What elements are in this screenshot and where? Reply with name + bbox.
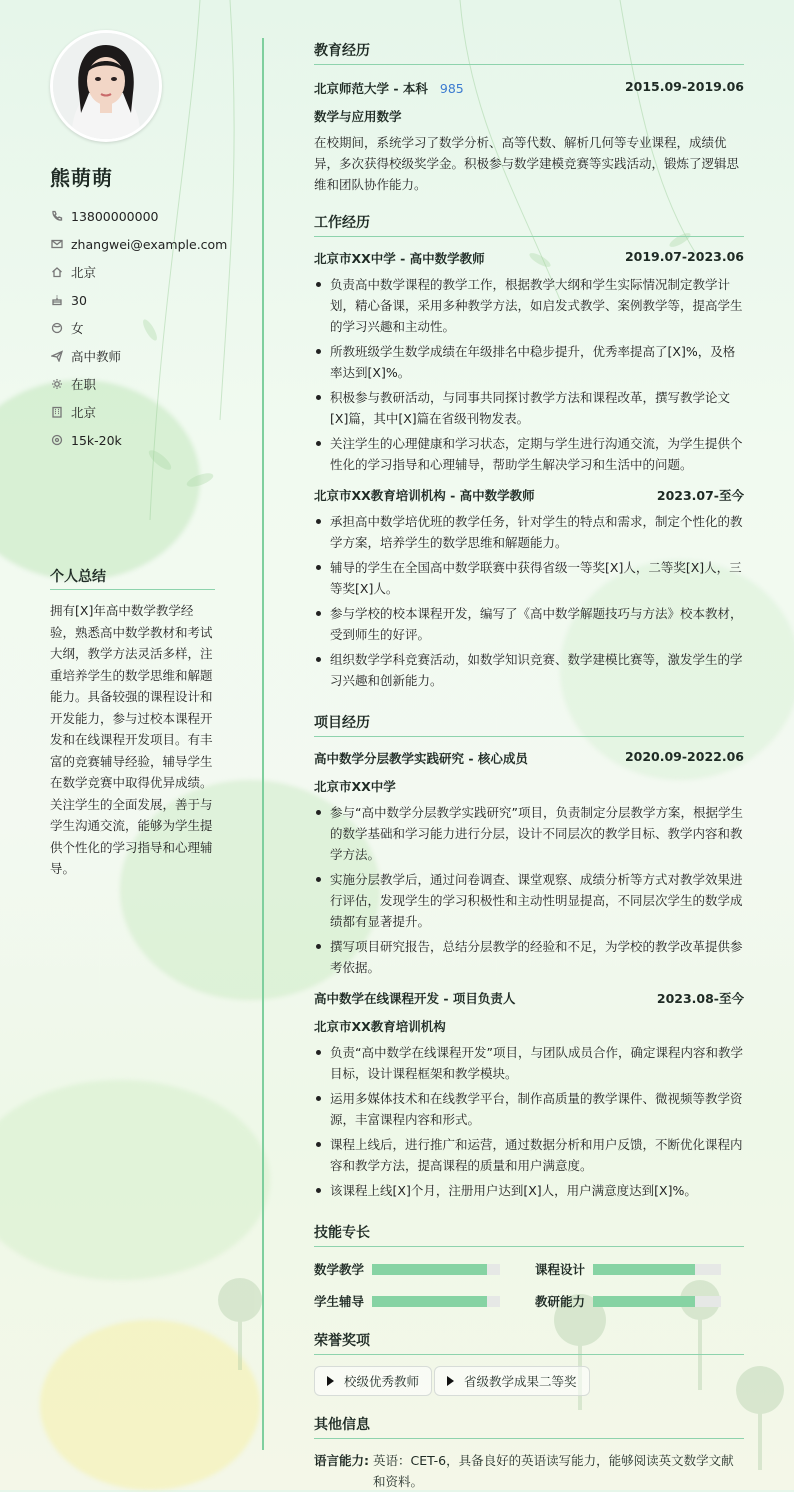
list-item: 参与“高中数学分层教学实践研究”项目，负责制定分层教学方案，根据学生的数学基础和学习能力进行分层，设计不同层次的教学目标、教学内容和教学方法。 [314, 802, 744, 865]
projects-title: 项目经历 [314, 712, 744, 737]
award-label: 省级教学成果二等奖 [464, 1374, 577, 1389]
skill-bar [372, 1296, 500, 1307]
phone-text: 13800000000 [71, 208, 159, 224]
salary-text: 15k-20k [71, 432, 122, 448]
job-1-title: 北京市XX中学 - 高中数学教师 [314, 251, 485, 266]
info-position [50, 342, 227, 370]
info-age [50, 286, 227, 314]
award-badge [314, 1366, 432, 1396]
job-1-head [314, 249, 744, 267]
salary-icon [50, 433, 64, 447]
skill-bar [593, 1296, 721, 1307]
project-1-head [314, 749, 744, 767]
skill-name: 教研能力 [535, 1294, 586, 1309]
list-item: 组织数学学科竞赛活动，如数学知识竞赛、数学建模比赛等，激发学生的学习兴趣和创新能力。 [314, 649, 744, 691]
skill-row [314, 1292, 500, 1310]
send-icon [50, 349, 64, 363]
education-desc: 在校期间，系统学习了数学分析、高等代数、解析几何等专业课程，成绩优异，多次获得校级奖学金。积极参与数学建模竞赛等实践活动，锻炼了逻辑思维和团队协作能力。 [314, 135, 740, 192]
gender-icon [50, 321, 64, 335]
job-1-bullets [314, 274, 744, 479]
info-gender [50, 314, 227, 342]
award-badge [434, 1366, 590, 1396]
status-icon [50, 377, 64, 391]
play-icon [447, 1376, 454, 1386]
info-phone [50, 202, 227, 230]
skill-bar-fill [593, 1296, 695, 1307]
language-value: 英语：CET-6，具备良好的英语读写能力，能够阅读英文数学文献和资料。 [373, 1453, 734, 1489]
list-item: 运用多媒体技术和在线教学平台，制作高质量的教学课件、微视频等教学资源，丰富课程内容和形式。 [314, 1088, 744, 1130]
job-2-date: 2023.07-至今 [656, 488, 744, 503]
skill-name: 学生辅导 [314, 1294, 365, 1309]
list-item: 实施分层教学后，通过问卷调查、课堂观察、成绩分析等方式对教学效果进行评估，发现学生的学习积极性和主动性明显提高，不同层次学生的数学成绩都有显著提升。 [314, 869, 744, 932]
list-item: 参与学校的校本课程开发，编写了《高中数学解题技巧与方法》校本教材，受到师生的好评。 [314, 603, 744, 645]
awards-title: 荣誉奖项 [314, 1330, 744, 1355]
job-2-title: 北京市XX教育培训机构 - 高中数学教师 [314, 488, 535, 503]
language-row [314, 1450, 744, 1492]
project-2-date: 2023.08-至今 [656, 991, 744, 1006]
project-2-bullets [314, 1042, 744, 1205]
project-2-head [314, 989, 744, 1007]
info-salary [50, 426, 227, 454]
project-1-title: 高中数学分层教学实践研究 - 核心成员 [314, 751, 528, 766]
education-date: 2015.09-2019.06 [624, 79, 744, 94]
column-divider [262, 38, 264, 1450]
project-1-bullets [314, 802, 744, 982]
building-icon [50, 405, 64, 419]
education-major: 数学与应用数学 [314, 109, 402, 124]
job-1-date: 2019.07-2023.06 [624, 249, 744, 264]
list-item: 积极参与教研活动，与同事共同探讨教学方法和课程改革，撰写教学论文[X]篇，其中[X]篇在省级刊物发表。 [314, 387, 744, 429]
education-head [314, 79, 744, 97]
skill-bar-fill [372, 1296, 487, 1307]
project-2-title: 高中数学在线课程开发 - 项目负责人 [314, 991, 516, 1006]
location-text: 北京 [71, 265, 97, 280]
list-item: 关注学生的心理健康和学习状态，定期与学生进行沟通交流，为学生提供个性化的学习指导和心理辅导，帮助学生解决学习和生活中的问题。 [314, 433, 744, 475]
gender-text: 女 [71, 321, 84, 336]
skill-row [535, 1292, 721, 1310]
email-text: zhangwei@example.com [71, 236, 228, 252]
candidate-name: 熊萌萌 [50, 166, 113, 190]
education-title: 教育经历 [314, 40, 744, 65]
language-key: 语言能力: [314, 1453, 369, 1468]
status-text: 在职 [71, 377, 97, 392]
age-text: 30 [71, 292, 87, 308]
list-item: 负责高中数学课程的教学工作，根据教学大纲和学生实际情况制定教学计划，精心备课，采用多种教学方法，如启发式教学、案例教学等，提高学生的学习兴趣和主动性。 [314, 274, 744, 337]
avatar [50, 30, 162, 142]
work-city-text: 北京 [71, 405, 97, 420]
list-item: 负责“高中数学在线课程开发”项目，与团队成员合作，确定课程内容和教学目标，设计课程框架和教学模块。 [314, 1042, 744, 1084]
skill-bar [593, 1264, 721, 1275]
info-location [50, 258, 227, 286]
mail-icon [50, 237, 64, 251]
work-title: 工作经历 [314, 212, 744, 237]
job-2-head [314, 486, 744, 504]
skill-row [535, 1260, 721, 1278]
list-item: 承担高中数学培优班的教学任务，针对学生的特点和需求，制定个性化的教学方案，培养学生的数学思维和解题能力。 [314, 511, 744, 553]
list-item: 辅导的学生在全国高中数学联赛中获得省级一等奖[X]人，二等奖[X]人，三等奖[X]人。 [314, 557, 744, 599]
list-item: 该课程上线[X]个月，注册用户达到[X]人，用户满意度达到[X]%。 [314, 1180, 744, 1201]
skill-bar-fill [593, 1264, 695, 1275]
project-1-org: 北京市XX中学 [314, 779, 396, 794]
job-2-bullets [314, 511, 744, 695]
info-email [50, 230, 227, 258]
list-item: 所教班级学生数学成绩在年级排名中稳步提升，优秀率提高了[X]%，及格率达到[X]%。 [314, 341, 744, 383]
position-text: 高中教师 [71, 349, 122, 364]
other-title: 其他信息 [314, 1414, 744, 1439]
skill-row [314, 1260, 500, 1278]
cake-icon [50, 293, 64, 307]
school-tag-985: 985 [439, 81, 464, 96]
skill-name: 课程设计 [535, 1262, 586, 1277]
project-1-date: 2020.09-2022.06 [624, 749, 744, 764]
skill-name: 数学教学 [314, 1262, 365, 1277]
summary-title: 个人总结 [50, 566, 215, 590]
play-icon [327, 1376, 334, 1386]
info-status [50, 370, 227, 398]
contact-info-list [50, 202, 227, 454]
avatar-photo [53, 33, 159, 139]
phone-icon [50, 209, 64, 223]
education-school: 北京师范大学 - 本科 [314, 81, 428, 96]
project-2-org: 北京市XX教育培训机构 [314, 1019, 446, 1034]
skill-bar-fill [372, 1264, 487, 1275]
home-icon [50, 265, 64, 279]
award-label: 校级优秀教师 [344, 1374, 420, 1389]
list-item: 课程上线后，进行推广和运营，通过数据分析和用户反馈，不断优化课程内容和教学方法，提高课程的质量和用户满意度。 [314, 1134, 744, 1176]
skill-bar [372, 1264, 500, 1275]
list-item: 撰写项目研究报告，总结分层教学的经验和不足，为学校的教学改革提供参考依据。 [314, 936, 744, 978]
info-work-city [50, 398, 227, 426]
skills-title: 技能专长 [314, 1222, 744, 1247]
summary-text: 拥有[X]年高中数学教学经验，熟悉高中数学教材和考试大纲，教学方法灵活多样，注重培养学生的数学思维和解题能力。具备较强的课程设计和开发能力，参与过校本课程开发和在线课程开发项目。有丰富的竞赛辅导经验，辅导学生在数学竞赛中取得优异成绩。关注学生的全面发展，善于与学生沟通交流，能够为学生提供个性化的学习指导和心理辅导。 [50, 603, 213, 876]
